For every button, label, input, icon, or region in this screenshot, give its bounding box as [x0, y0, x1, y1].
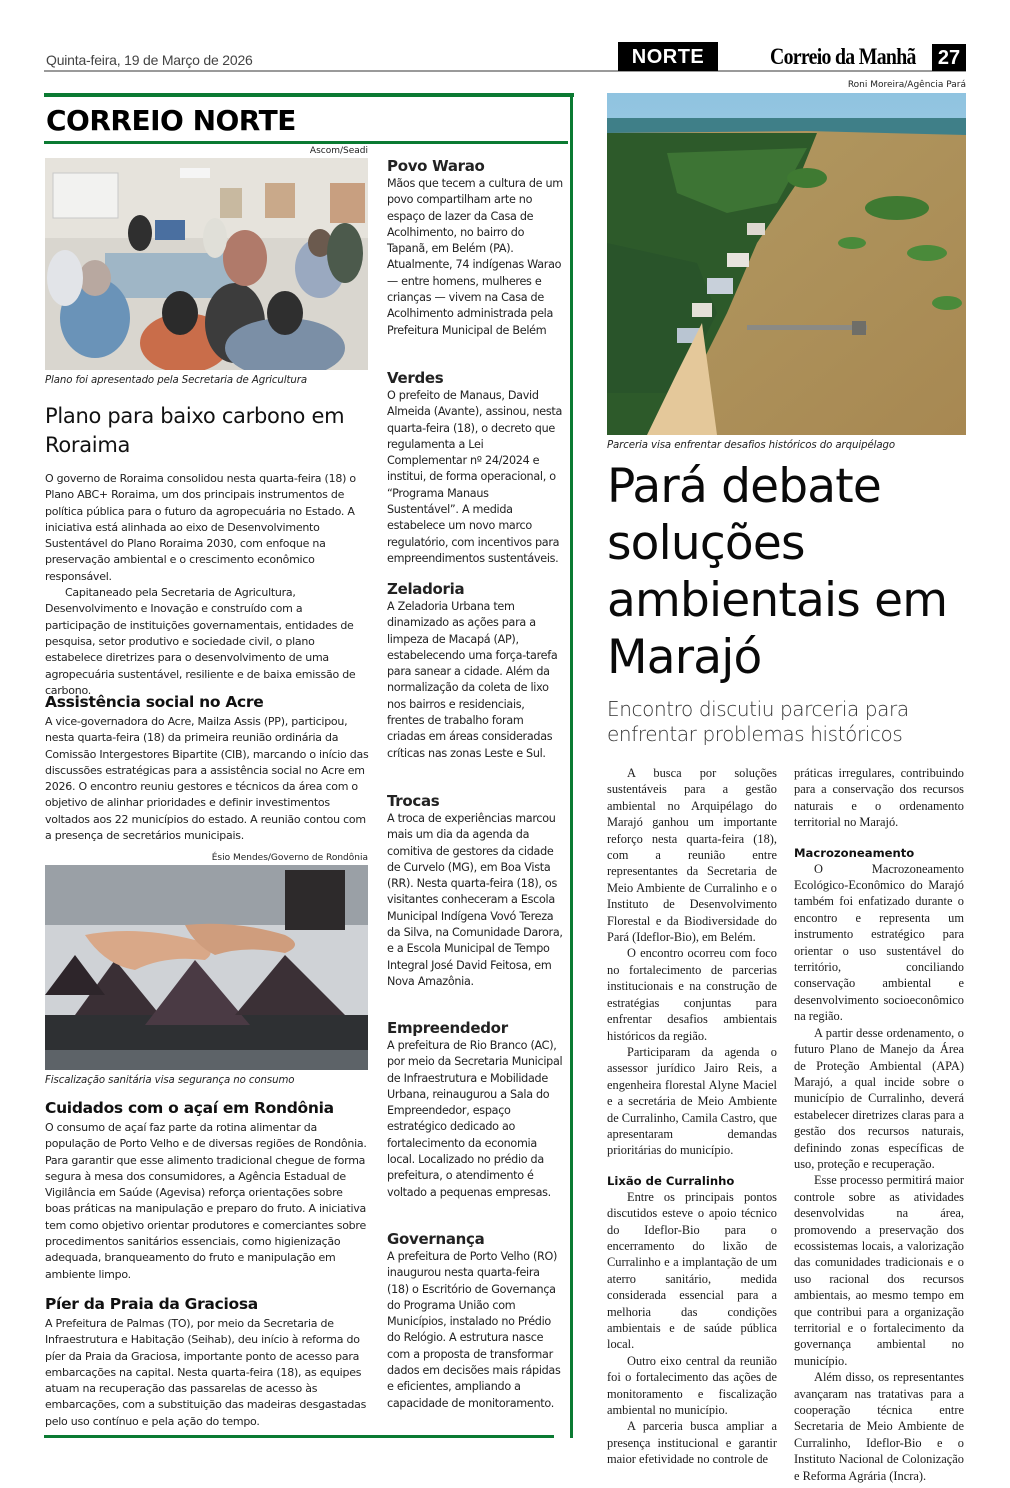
- feature-paragraph: Participaram da agenda o assessor jurídico Jairo Reis, a engenheira florestal Alyne Maciel e a secretária de Meio Ambiente de Curralinho, Camila Castro, que apresentaram demandas prioritárias do município.: [607, 1044, 777, 1158]
- note-text: A prefeitura de Porto Velho (RO) inaugurou nesta quarta-feira (18) o Escritório de Governança do Programa União com Municípios, instalado no Prédio do Relógio. A estrutura nasce com a proposta de transformar dados em decisões mais rápidas e eficientes, ampliando a capacidade de monitoramento.: [387, 1250, 561, 1410]
- box-bottom-border: [44, 1435, 554, 1438]
- note-headline: Verdes: [387, 369, 444, 387]
- note-text: A prefeitura de Rio Branco (AC), por meio da Secretaria Municipal de Infraestrutura e Mobilidade Urbana, reinaugurou a Sala do Empreendedor, espaço estratégico dedicado ao fortalecimento da economia local. Localizado no prédio da prefeitura, o atendimento é voltado a pequenas empresas.: [387, 1039, 563, 1199]
- note-text: O prefeito de Manaus, David Almeida (Avante), assinou, nesta quarta-feira (18), o decreto que regulamenta a Lei Complementar nº 24/2024 e institui, de forma operacional, o “Programa Manaus Sustentável”. A medida estabelece um novo marco regulatório, com incentivos para empreendimentos sustentáveis.: [387, 389, 563, 565]
- note-text: Mãos que tecem a cultura de um povo compartilham arte no espaço de lazer da Casa de Acolhimento, no bairro do Tapanã, em Belém (PA). Atualmente, 74 indígenas Warao — entre homens, mulheres e crianças — vivem na Casa de Acolhimento administrada pela Prefeitura Municipal de Belém: [387, 177, 563, 337]
- note-text: A Zeladoria Urbana tem dinamizado as ações para a limpeza de Macapá (AP), estabelecendo uma força-tarefa para sanear a cidade. Além da normalização da coleta de lixo nos bairros e residenciais, frentes de trabalho foram criadas em áreas consideradas críticas nas zonas Leste e Sul.: [387, 600, 558, 760]
- note-headline: Governança: [387, 1230, 485, 1248]
- feature-subheadline: Encontro discutiu parceria para enfrentar problemas históricos: [607, 697, 909, 746]
- pier-text: A Prefeitura de Palmas (TO), por meio da Secretaria de Infraestrutura e Habitação (Seihab), deu início à reforma do píer da Praia da Graciosa, importante ponto de acesso para embarcações na capital. Nesta quarta-feira (18), as equipes atuam na recuperação das passarelas de acesso às embarcações, com a substituição das madeiras desgastadas pelo uso contínuo e pela ação do tempo.: [45, 1317, 367, 1428]
- feature-paragraph: Entre os principais pontos discutidos esteve o apoio técnico do Ideflor-Bio para o encerramento do lixão de Curralinho e a implantação de um aterro sanitário, medida considerada essencial para a melhoria das condições ambientais e de saúde pública local.: [607, 1189, 777, 1352]
- acai-text: O consumo de açaí faz parte da rotina alimentar da população de Porto Velho e de diversas regiões de Rondônia. Para garantir que esse alimento tradicional chegue de forma segura à mesa dos consumidores, a Agência Estadual de Vigilância em Saúde (Agevisa) reforça orientações sobre boas práticas na manipulação e preparo do fruto. A iniciativa tem como objetivo orientar produtores e comerciantes sobre procedimentos sanitários essenciais, como higienização adequada, branqueamento do fruto e manipulação em ambiente limpo.: [45, 1121, 367, 1281]
- box-title: CORREIO NORTE: [46, 104, 296, 137]
- photo-credit: Ésio Mendes/Governo de Rondônia: [211, 853, 368, 863]
- header-rule: [44, 70, 966, 72]
- feature-headline: Pará debate soluções ambientais em Marajó: [607, 459, 948, 685]
- newspaper-logo: Correio da Manhã: [770, 44, 916, 69]
- page-number: 27: [932, 44, 966, 71]
- acre-text: A vice-governadora do Acre, Mailza Assis (PP), participou, nesta quarta-feira (18) da primeira reunião ordinária da Comissão Intergestores Bipartite (CIB), marcando o início das discussões estratégicas para a assistência social no Acre em 2026. O encontro reuniu gestores e técnicos da área com o objetivo de alinhar prioridades e definir investimentos voltados aos 22 municípios do estado. A reunião contou com a presença de secretários municipais.: [45, 715, 369, 843]
- feature-paragraph: A partir desse ordenamento, o futuro Plano de Manejo da Área de Proteção Ambiental (APA) Marajó, a qual incide sobre o município de Curralinho, deverá estabelecer diretrizes claras para a gestão dos recursos naturais, definindo zonas específicas de uso, proteção e recuperação.: [794, 1025, 964, 1171]
- lead-paragraph: O governo de Roraima consolidou nesta quarta-feira (18) o Plano ABC+ Roraima, um dos principais instrumentos de política pública para o futuro da agropecuária no Estado. A iniciativa está alinhada ao eixo de Desenvolvimento Sustentável do Plano Roraima 2030, com enfoque na preservação ambiental e o crescimento econômico responsável.: [45, 472, 356, 583]
- meeting-photo: [45, 158, 368, 370]
- feature-paragraph: O Macrozoneamento Ecológico-Econômico do Marajó também foi enfatizado durante o encontro e representa um instrumento estratégico para orientar o uso sustentável do território, conciliando conservação ambiental e desenvolvimento socioeconômico na região.: [794, 861, 964, 1024]
- feature-paragraph: Outro eixo central da reunião foi o fortalecimento das ações de monitoramento e fiscalização ambiental no município.: [607, 1353, 777, 1418]
- note-zeladoria: [387, 579, 563, 762]
- aerial-photo-illustration: [607, 93, 966, 435]
- note-governanca: [387, 1229, 563, 1412]
- box-title-rule: [44, 141, 568, 144]
- acai-headline: Cuidados com o açaí em Rondônia: [45, 1099, 334, 1117]
- subsection-heading: Macrozoneamento: [794, 845, 915, 860]
- note-text: A troca de experiências marcou mais um dia da agenda da comitiva de gestores da cidade de Curvelo (MG), em Boa Vista (RR). Nesta quarta-feira (18), os visitantes conheceram a Escola Municipal Indígena Vovó Tereza da Silva, na Comunidade Darora, e a Escola Municipal de Tempo Integral José David Feitosa, em Nova Amazônia.: [387, 812, 563, 988]
- note-headline: Povo Warao: [387, 157, 485, 175]
- note-empreendedor: [387, 1018, 563, 1201]
- acre-headline: Assistência social no Acre: [45, 693, 264, 711]
- acai-photo-illustration: [45, 865, 368, 1070]
- feature-paragraph: O encontro ocorreu com foco no fortalecimento de parcerias institucionais e na construção de estratégias conjuntas para enfrentar desafios ambientais históricos da região.: [607, 946, 777, 1043]
- note-povo-warao: [387, 156, 563, 339]
- acre-body: [45, 714, 369, 844]
- marajo-aerial-photo: [607, 93, 966, 435]
- photo-caption: Fiscalização sanitária visa segurança no consumo: [45, 1075, 295, 1086]
- feature-paragraph: A busca por soluções sustentáveis para a gestão ambiental no Arquipélago do Marajó ganhou um importante reforço nesta quarta-feira (18), com a reunião entre representantes da Secretaria de Meio Ambiente de Curralinho e o Instituto de Desenvolvimento Florestal e da Biodiversidade do Pará (Ideflor-Bio), em Belém.: [607, 766, 777, 945]
- box-right-border: [570, 93, 573, 1438]
- meeting-photo-illustration: [45, 158, 368, 370]
- subsection-heading: Lixão de Curralinho: [607, 1173, 735, 1188]
- photo-caption: Plano foi apresentado pela Secretaria de Agricultura: [45, 375, 307, 386]
- pier-body: [45, 1316, 369, 1430]
- note-verdes: [387, 368, 563, 567]
- lead-body: [45, 471, 369, 699]
- feature-column-1: [607, 765, 777, 1468]
- feature-paragraph: A parceria busca ampliar a presença institucional e garantir maior efetividade no controle de: [607, 1419, 777, 1467]
- note-trocas: [387, 791, 563, 990]
- feature-paragraph: práticas irregulares, contribuindo para a conservação dos recursos naturais e o ordenamento territorial no Marajó.: [794, 766, 964, 830]
- feature-photo-credit: Roni Moreira/Agência Pará: [847, 80, 966, 90]
- photo-credit: Ascom/Seadi: [309, 146, 368, 156]
- section-label: NORTE: [618, 42, 718, 71]
- acai-body: [45, 1120, 369, 1283]
- pier-headline: Píer da Praia da Graciosa: [45, 1295, 258, 1313]
- note-headline: Empreendedor: [387, 1019, 508, 1037]
- feature-paragraph: Esse processo permitirá maior controle sobre as atividades desenvolvidas na área, promovendo a preservação dos ecossistemas locais, a valorização das comunidades tradicionais e o uso racional dos recursos ambientais, ao mesmo tempo em que contribui para a organização territorial e o fortalecimento da governança ambiental no município.: [794, 1173, 964, 1368]
- note-headline: Trocas: [387, 792, 440, 810]
- note-headline: Zeladoria: [387, 580, 465, 598]
- lead-headline: Plano para baixo carbono em Roraima: [45, 404, 345, 457]
- feature-paragraph: Além disso, os representantes avançaram nas tratativas para a cooperação técnica entre Secretaria de Meio Ambiente de Curralinho, Ideflor-Bio e o Instituto Nacional de Colonização e Reforma Agrária (Incra).: [794, 1370, 964, 1483]
- lead-paragraph: Capitaneado pela Secretaria de Agricultura, Desenvolvimento e Inovação e construído com a participação de instituições governamentais, entidades de pesquisa, setor produtivo e sociedade civil, o plano estabelece diretrizes para o desenvolvimento de uma agropecuária sustentável, resiliente e de baixa emissão de carbono.: [45, 586, 356, 697]
- feature-column-2: [794, 765, 964, 1484]
- acai-photo: [45, 865, 368, 1070]
- feature-photo-caption: Parceria visa enfrentar desafios históricos do arquipélago: [607, 440, 896, 451]
- edition-date: Quinta-feira, 19 de Março de 2026: [46, 52, 253, 68]
- box-top-border: [44, 93, 574, 97]
